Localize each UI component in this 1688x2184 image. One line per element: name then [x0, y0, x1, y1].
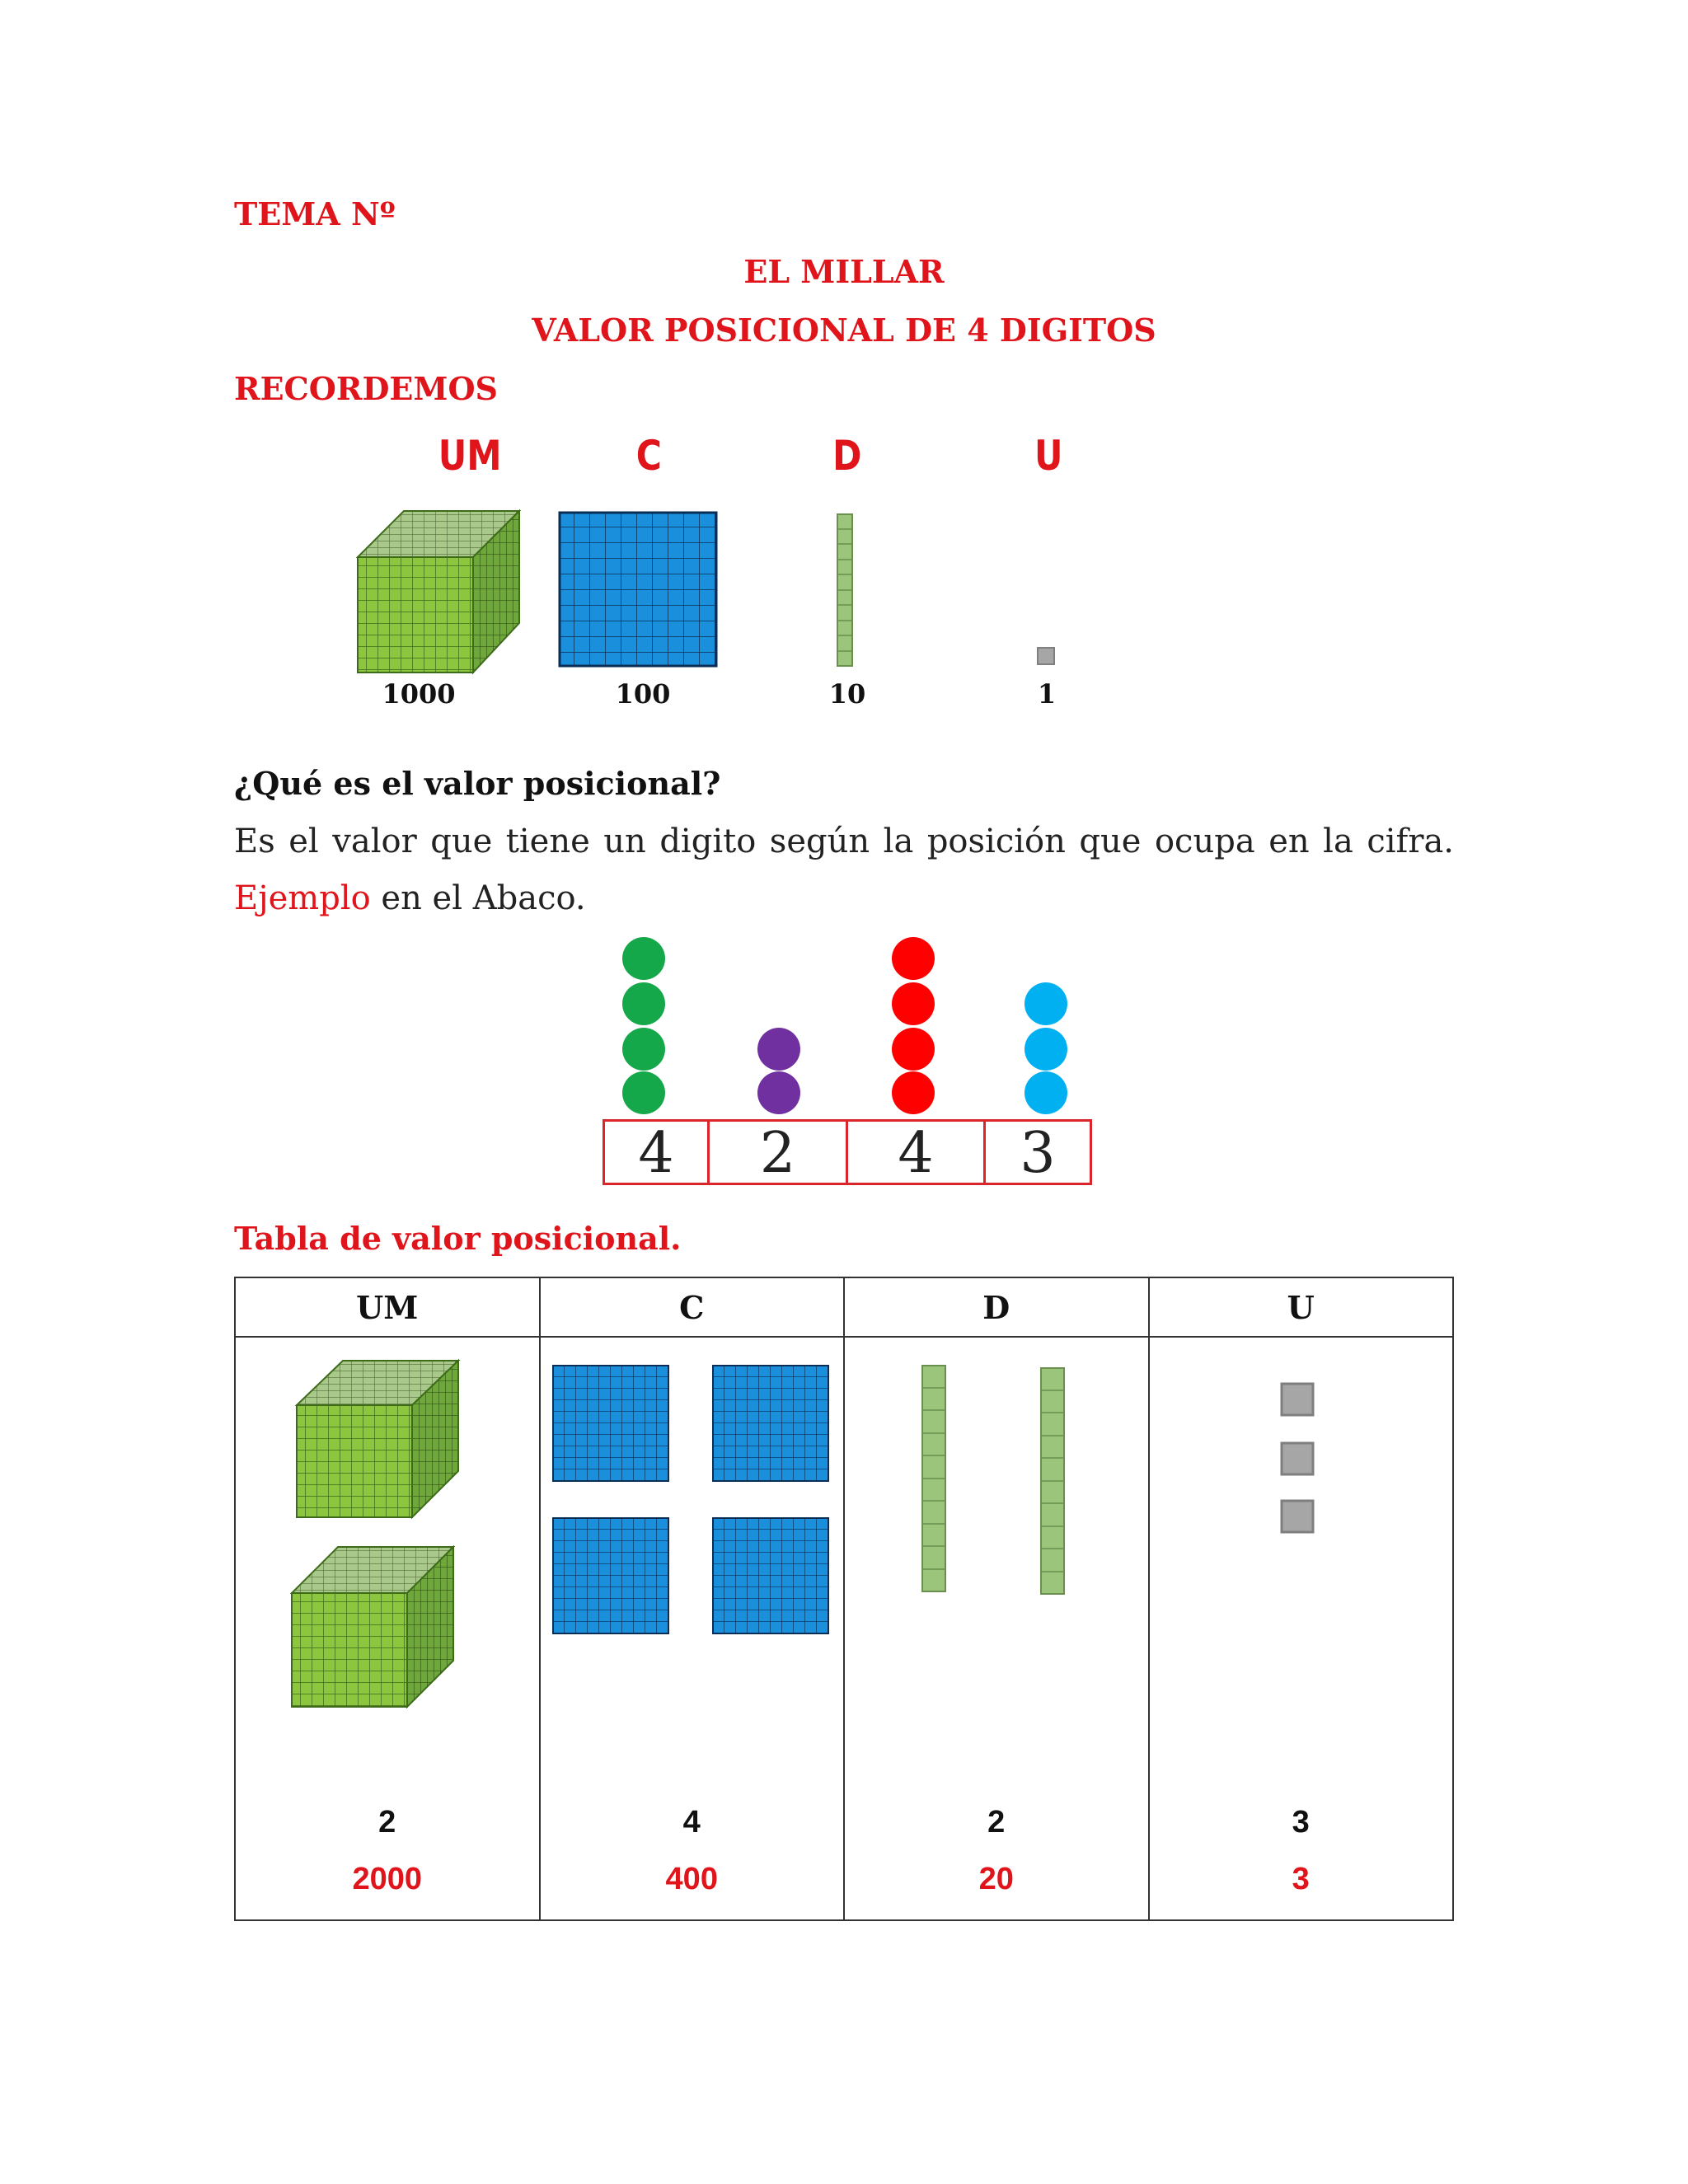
abacus-beads — [577, 931, 1154, 1121]
thousand-cube-icon — [293, 1357, 467, 1522]
hundred-flat-icon — [552, 1517, 669, 1634]
count-u: 3 — [1292, 1805, 1310, 1840]
unit-cube-icon — [1280, 1382, 1315, 1417]
bead — [622, 937, 665, 980]
block-value-100: 100 — [615, 678, 671, 710]
bead — [757, 1071, 800, 1114]
unit-cube-icon — [1037, 647, 1055, 665]
abacus-digit-c: 2 — [710, 1122, 848, 1183]
abacus-digit-u: 3 — [1020, 1121, 1056, 1186]
bead — [622, 1071, 665, 1114]
bead — [892, 982, 935, 1025]
bead — [622, 1028, 665, 1071]
thousand-cube-icon — [288, 1544, 462, 1712]
value-um: 2000 — [352, 1862, 423, 1896]
table-header-u: U — [1149, 1277, 1454, 1337]
block-value-1000: 1000 — [382, 678, 456, 710]
table-cell-c — [540, 1337, 845, 1920]
bead — [1025, 1071, 1067, 1114]
abacus-digit-box — [603, 1119, 1092, 1185]
abacus-column-c-beads — [757, 1028, 800, 1114]
abacus-column-um-beads — [622, 937, 665, 1114]
abacus-column-d-beads — [892, 937, 935, 1114]
hundred-flat-icon — [558, 511, 720, 668]
ten-rod-icon — [1039, 1366, 1066, 1596]
block-label-um: UM — [438, 432, 502, 480]
count-um: 2 — [378, 1805, 396, 1840]
bead — [892, 1028, 935, 1071]
example-line — [234, 879, 586, 917]
table-header-c: C — [540, 1277, 845, 1337]
block-value-10: 10 — [828, 678, 866, 710]
hundred-flat-icon — [552, 1365, 669, 1482]
ten-rod-icon — [836, 513, 854, 668]
value-c: 400 — [665, 1862, 718, 1896]
bead — [1025, 1028, 1067, 1071]
definition-text: Es el valor que tiene un digito según la posición que ocupa en la cifra. — [234, 823, 1454, 860]
abacus-column-u-beads — [1025, 982, 1067, 1114]
recordemos-heading: RECORDEMOS — [234, 370, 498, 407]
count-d: 2 — [987, 1805, 1006, 1840]
block-label-u: U — [1034, 432, 1063, 480]
example-rest: en el Abaco. — [370, 879, 586, 917]
count-c: 4 — [682, 1805, 701, 1840]
table-cell-d — [844, 1337, 1149, 1920]
value-u: 3 — [1292, 1862, 1310, 1896]
thousand-cube-icon — [354, 508, 523, 677]
ten-rod-icon — [921, 1364, 947, 1593]
unit-cube-icon — [1280, 1441, 1315, 1476]
example-word: Ejemplo — [234, 879, 371, 917]
tema-label: TEMA Nº — [234, 195, 396, 232]
abacus-digit-um: 4 — [605, 1122, 710, 1183]
block-label-c: C — [635, 432, 662, 480]
table-header-um: UM — [235, 1277, 540, 1337]
block-value-1: 1 — [1037, 678, 1057, 710]
bead — [892, 937, 935, 980]
bead — [892, 1071, 935, 1114]
hundred-flat-icon — [712, 1517, 829, 1634]
hundred-flat-icon — [712, 1365, 829, 1482]
table-cell-u — [1149, 1337, 1454, 1920]
table-row — [235, 1337, 1453, 1920]
table-title: Tabla de valor posicional. — [234, 1220, 682, 1257]
page-subtitle: VALOR POSICIONAL DE 4 DIGITOS — [532, 312, 1156, 349]
bead — [1025, 982, 1067, 1025]
value-d: 20 — [978, 1862, 1014, 1896]
page-title: EL MILLAR — [743, 253, 945, 290]
table-header-d: D — [844, 1277, 1149, 1337]
bead — [622, 982, 665, 1025]
question-heading: ¿Qué es el valor posicional? — [234, 765, 721, 802]
unit-cube-icon — [1280, 1499, 1315, 1534]
place-value-table — [234, 1277, 1454, 1921]
table-header-row — [235, 1277, 1453, 1337]
abacus-digit-d: 4 — [848, 1122, 986, 1183]
block-label-d: D — [832, 432, 862, 480]
table-cell-um — [235, 1337, 540, 1920]
bead — [757, 1028, 800, 1071]
